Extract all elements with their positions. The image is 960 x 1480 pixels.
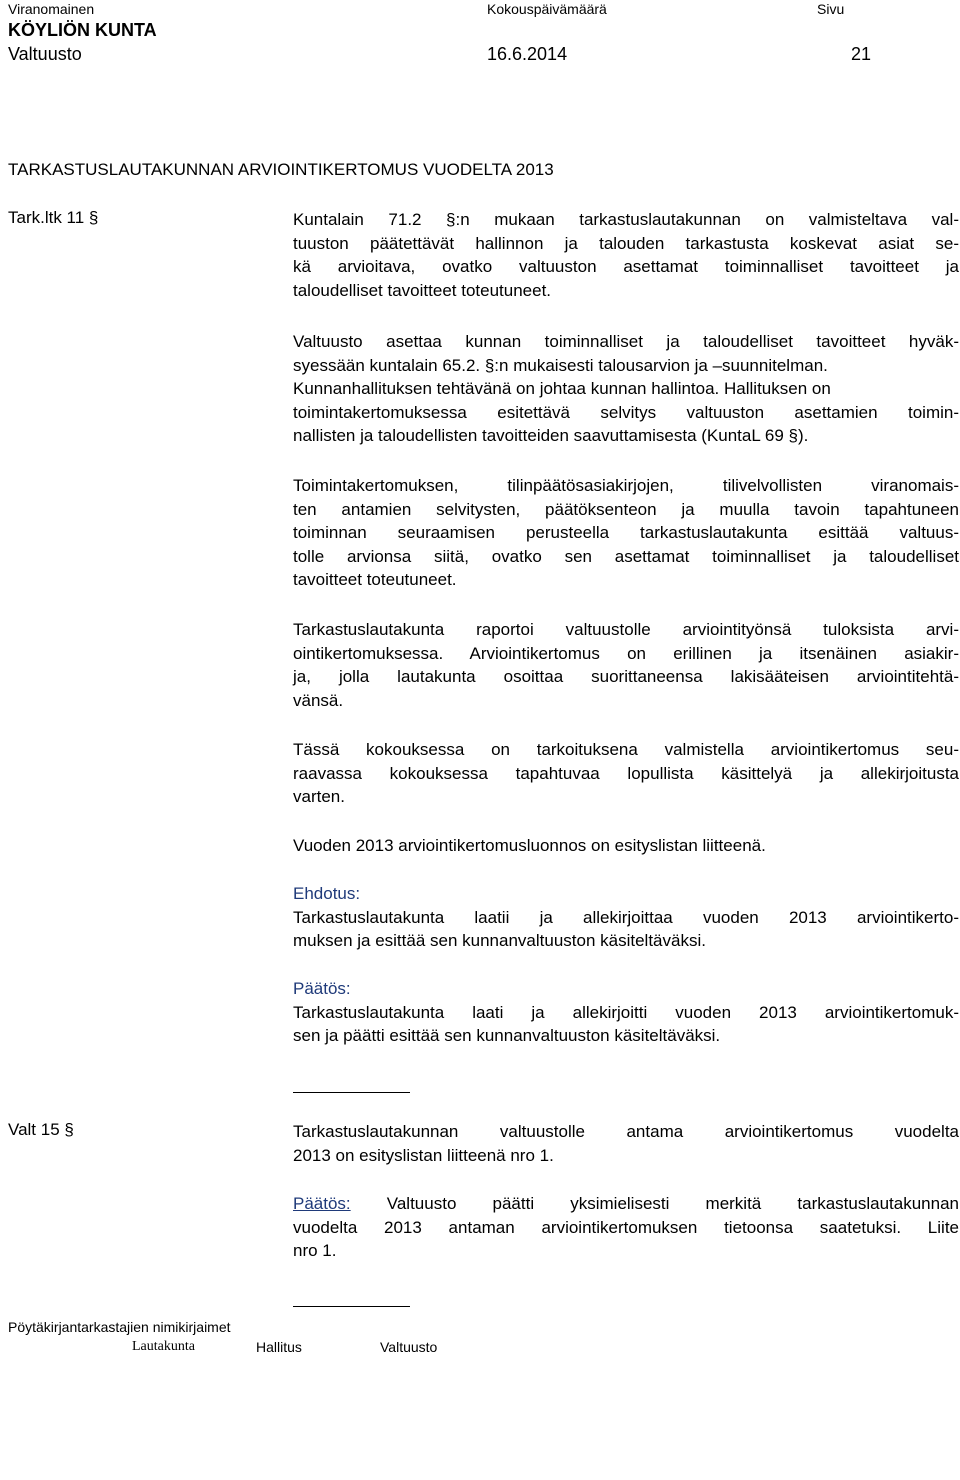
text-line: Tarkastuslautakunnan valtuustolle antama arviointikertomus vuodelta (293, 1122, 959, 1141)
text-line: vuodelta 2013 antaman arviointikertomuksen tietoonsa saatetuksi. Liite (293, 1217, 959, 1237)
text-line: Kunnanhallituksen tehtävänä on johtaa kunnan hallintoa. Hallituksen on (293, 379, 831, 398)
header-page-number: 21 (851, 44, 872, 64)
decision-first-line (293, 1192, 959, 1216)
text-line: ja, jolla lautakunta osoittaa suorittaneensa lakisääteisen arviointitehtä- (293, 667, 959, 686)
text-line: 2013 on esityslistan liitteenä nro 1. (293, 1145, 554, 1165)
text-line: ointikertomuksessa. Arviointikertomus on erillinen ja itsenäinen asiakir- (293, 643, 959, 663)
text-line: toiminnan seuraamisen perusteella tarkastuslautakunta esittää valtuus- (293, 523, 959, 542)
section-divider (293, 1306, 410, 1307)
text-line: Tarkastuslautakunta laatii ja allekirjoittaa vuoden 2013 arviointikerto- (293, 907, 959, 927)
text-line: Toimintakertomuksen, tilinpäätösasiakirjojen, tilivelvollisten viranomais- (293, 476, 959, 495)
text-line: sen ja päätti esittää sen kunnanvaltuuston käsiteltäväksi. (293, 1026, 721, 1045)
document-title: TARKASTUSLAUTAKUNNAN ARVIOINTIKERTOMUS VUODELTA 2013 (8, 160, 554, 179)
text-line: Tässä kokouksessa on tarkoituksena valmistella arviointikertomus seu- (293, 740, 959, 759)
header-body: Valtuusto (8, 44, 82, 64)
text-line: vänsä. (293, 690, 344, 710)
paragraph-6 (293, 834, 959, 858)
section2-decision-block (293, 1192, 959, 1263)
signatures-label: Pöytäkirjantarkastajien nimikirjaimet (8, 1319, 231, 1335)
text-line: tavoitteet toteutuneet. (293, 570, 457, 589)
paragraph-4 (293, 618, 959, 712)
text-line: nro 1. (293, 1241, 337, 1260)
text-line: varten. (293, 787, 345, 806)
text-line: syessään kuntalain 65.2. §:n mukaisesti talousarvion ja –suunnitelman. (293, 355, 828, 375)
section-ref-valt-15: Valt 15 § (8, 1120, 74, 1139)
text-line: muksen ja esittää sen kunnanvaltuuston käsiteltäväksi. (293, 931, 706, 950)
organization-name: KÖYLIÖN KUNTA (8, 20, 157, 40)
text-line: taloudelliset tavoitteet toteutuneet. (293, 280, 552, 300)
text-line: toimintakertomuksessa esitettävä selvitys valtuuston asettamien toimin- (293, 402, 959, 422)
footer-government-label: Hallitus (256, 1339, 302, 1355)
text-line: tolle arvionsa siitä, ovatko sen asettamat toiminnalliset ja taloudelliset (293, 546, 959, 566)
text-line: kä arvioitava, ovatko valtuuston asettamat toiminnalliset tavoitteet ja (293, 257, 959, 276)
header-date-label: Kokouspäivämäärä (487, 1, 607, 17)
paragraph-3 (293, 474, 959, 592)
text-line: Tarkastuslautakunta raportoi valtuustolle arviointityönsä tuloksista arvi- (293, 620, 959, 639)
decision-block (293, 977, 959, 1048)
header-authority-label: Viranomainen (8, 1, 95, 17)
footer-council-label: Valtuusto (380, 1339, 438, 1355)
header-page-label: Sivu (817, 1, 845, 17)
text-line: nallisten ja taloudellisten tavoitteiden saavuttamisesta (KuntaL 69 §). (293, 426, 809, 445)
section-ref-tarkltk-11: Tark.ltk 11 § (8, 208, 99, 227)
decision-label: Päätös: (293, 1194, 351, 1213)
text-line: Tarkastuslautakunta laati ja allekirjoitti vuoden 2013 arviointikertomuk- (293, 1002, 959, 1022)
text-line: Vuoden 2013 arviointikertomusluonnos on esityslistan liitteenä. (293, 836, 766, 855)
decision-label: Päätös: (293, 979, 351, 998)
proposal-block (293, 882, 959, 953)
proposal-label: Ehdotus: (293, 884, 361, 903)
footer-board-label: Lautakunta (132, 1339, 195, 1354)
section2-paragraph (293, 1120, 959, 1167)
paragraph-5 (293, 738, 959, 809)
text-line: Kuntalain 71.2 §:n mukaan tarkastuslautakunnan on valmisteltava val- (293, 210, 959, 229)
decision-text: Valtuusto päätti yksimielisesti merkitä tarkastuslautakunnan (350, 1194, 959, 1213)
paragraph-2 (293, 330, 959, 448)
text-line: Valtuusto asettaa kunnan toiminnalliset ja taloudelliset tavoitteet hyväk- (293, 332, 959, 351)
text-line: raavassa kokouksessa tapahtuvaa lopullista käsittelyä ja allekirjoitusta (293, 763, 959, 783)
text-line: tuuston päätettävät hallinnon ja talouden tarkastusta koskevat asiat se- (293, 233, 959, 253)
header-date: 16.6.2014 (487, 44, 568, 64)
text-line: ten antamien selvitysten, päätöksenteon ja muulla tavoin tapahtuneen (293, 499, 959, 519)
section-divider (293, 1092, 410, 1093)
paragraph-1 (293, 208, 959, 302)
